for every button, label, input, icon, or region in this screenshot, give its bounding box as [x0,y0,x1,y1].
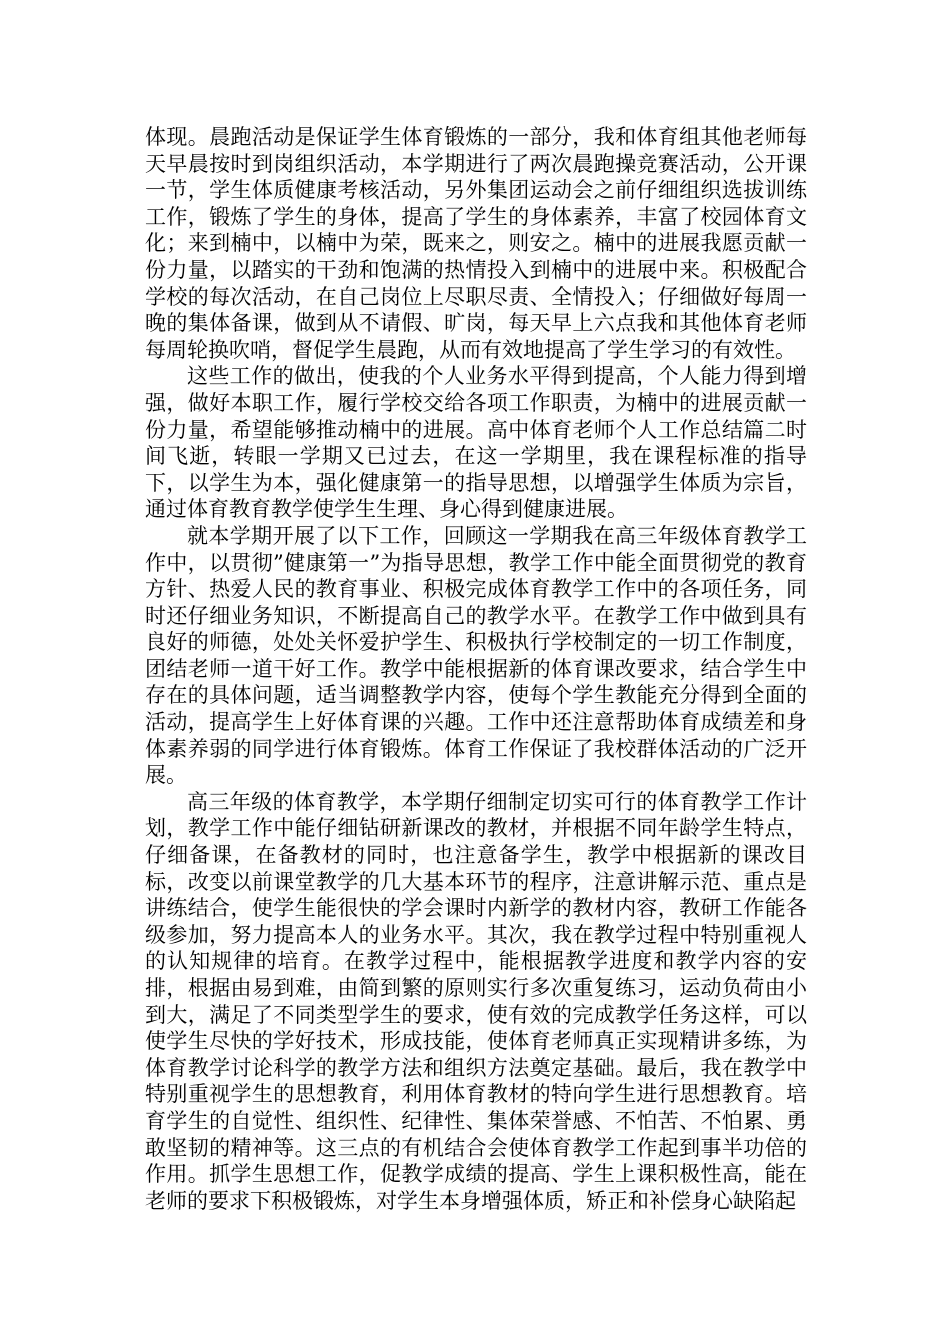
document-page [145,124,807,1214]
paragraph-2: 这些工作的做出，使我的个人业务水平得到提高，个人能力得到增强，做好本职工作，履行学校交给各项工作职责，为楠中的进展贡献一份力量，希望能够推动楠中的进展。高中体育老师个人工作总结篇二时间飞逝，转眼一学期又已过去，在这一学期里，我在课程标准的指导下，以学生为本，强化健康第一的指导思想，以增强学生体质为宗旨，通过体育教育教学使学生生理、身心得到健康进展。 [145,364,807,522]
paragraph-1: 体现。晨跑活动是保证学生体育锻炼的一部分，我和体育组其他老师每天早晨按时到岗组织活动，本学期进行了两次晨跑操竞赛活动，公开课一节，学生体质健康考核活动，另外集团运动会之前仔细组织选拔训练工作，锻炼了学生的身体，提高了学生的身体素养，丰富了校园体育文化；来到楠中，以楠中为荣，既来之，则安之。楠中的进展我愿贡献一份力量，以踏实的干劲和饱满的热情投入到楠中的进展中来。积极配合学校的每次活动，在自己岗位上尽职尽责、全情投入；仔细做好每周一晚的集体备课，做到从不请假、旷岗，每天早上六点我和其他体育老师每周轮换吹哨，督促学生晨跑，从而有效地提高了学生学习的有效性。 [145,125,807,362]
paragraph-4: 高三年级的体育教学，本学期仔细制定切实可行的体育教学工作计划，教学工作中能仔细钻研新课改的教材，并根据不同年龄学生特点，仔细备课，在备教材的同时，也注意备学生，教学中根据新的课改目标，改变以前课堂教学的几大基本环节的程序，注意讲解示范、重点是讲练结合，使学生能很快的学会课时内新学的教材内容，教研工作能各级参加，努力提高本人的业务水平。其次，我在教学过程中特别重视人的认知规律的培育。在教学过程中，能根据教学进度和教学内容的安排，根据由易到难，由简到繁的原则实行多次重复练习，运动负荷由小到大，满足了不同类型学生的要求，使有效的完成教学任务这样，可以使学生尽快的学好技术，形成技能，使体育老师真正实现精讲多练，为体育教学讨论科学的教学方法和组织方法奠定基础。最后，我在教学中特别重视学生的思想教育，利用体育教材的特向学生进行思想教育。培育学生的自觉性、组织性、纪律性、集体荣誉感、不怕苦、不怕累、勇敢坚韧的精神等。这三点的有机结合会使体育教学工作起到事半功倍的作用。抓学生思想工作，促教学成绩的提高、学生上课积极性高，能在老师的要求下积极锻炼，对学生本身增强体质，矫正和补偿身心缺陷起 [145,789,807,1213]
paragraph-3: 就本学期开展了以下工作，回顾这一学期我在高三年级体育教学工作中，以贯彻”健康第一”为指导思想，教学工作中能全面贯彻党的教育方针、热爱人民的教育事业、积极完成体育教学工作中的各项任务，同时还仔细业务知识，不断提高自己的教学水平。在教学工作中做到具有良好的师德，处处关怀爱护学生、积极执行学校制定的一切工作制度，团结老师一道干好工作。教学中能根据新的体育课改要求，结合学生中存在的具体问题，适当调整教学内容，使每个学生教能充分得到全面的活动，提高学生上好体育课的兴趣。工作中还注意帮助体育成绩差和身体素养弱的同学进行体育锻炼。体育工作保证了我校群体活动的广泛开展。 [145,523,807,788]
